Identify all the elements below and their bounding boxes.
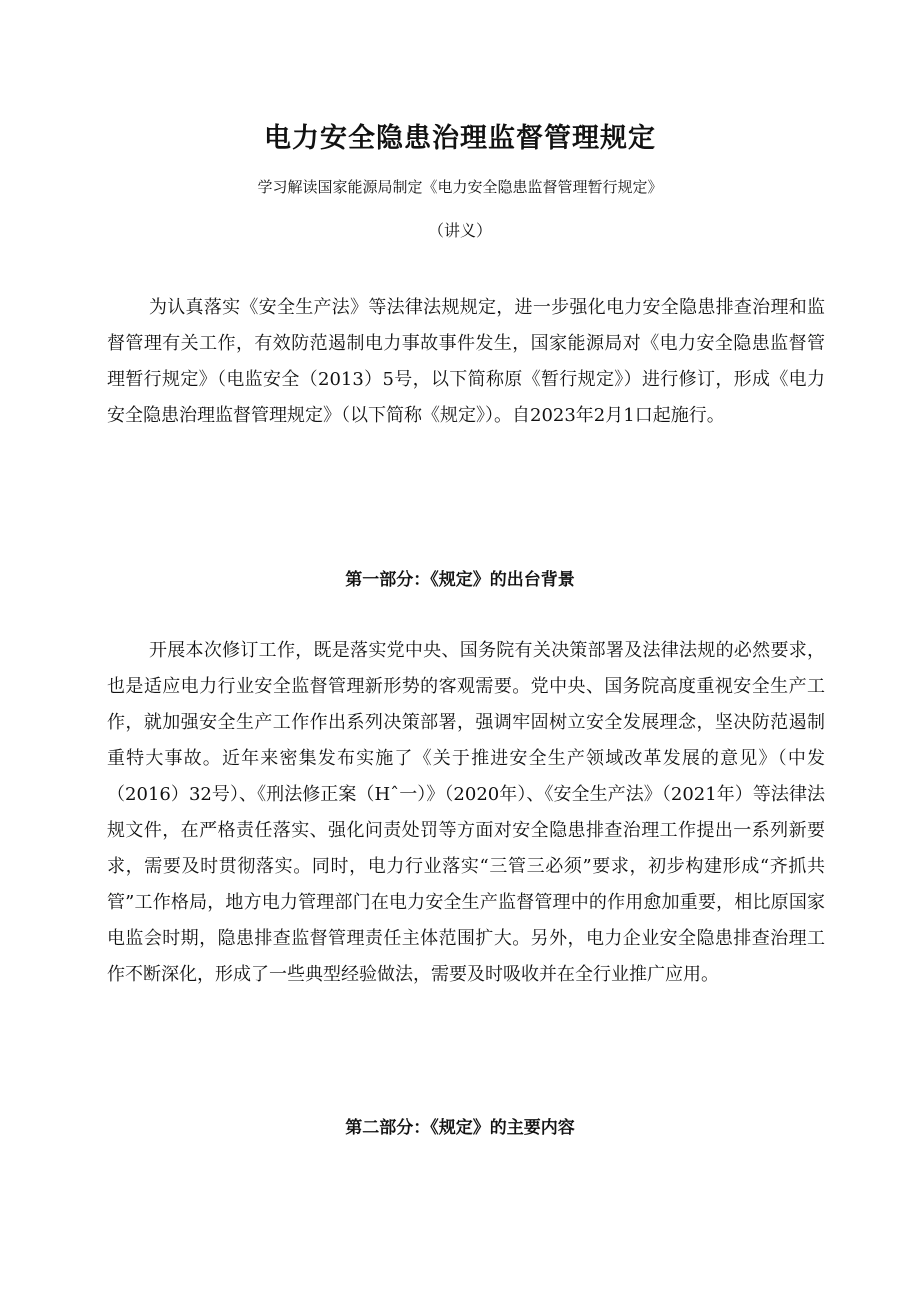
document-title: 电力安全隐患治理监督管理规定 bbox=[264, 123, 656, 154]
document-note: （讲义） bbox=[427, 221, 492, 240]
section-2-heading: 第二部分：《规定》的主要内容 bbox=[345, 1118, 575, 1138]
section-1-heading: 第一部分：《规定》的出台背景 bbox=[345, 570, 575, 590]
intro-paragraph: 为认真落实《安全生产法》等法律法规规定，进一步强化电力安全隐患排查治理和监督管理有关工作，有效防范遏制电力事故事件发生，国家能源局对《电力安全隐患监督管理暂行规定》（电监安全（2013）5号，以下简称原《暂行规定》）进行修订，形成《电力安全隐患治理监督管理规定》（以下简称《规定》）。自2023年2月1口起施行。 bbox=[107, 297, 825, 426]
document-subtitle: 学习解读国家能源局制定《电力安全隐患监督管理暂行规定》 bbox=[257, 178, 663, 196]
section-1-paragraph: 开展本次修订工作，既是落实党中央、国务院有关决策部署及法律法规的必然要求，也是适应电力行业安全监督管理新形势的客观需要。党中央、国务院高度重视安全生产工作，就加强安全生产工作作出系列决策部署，强调牢固树立安全发展理念，坚决防范遏制重特大事故。近年来密集发布实施了《关于推进安全生产领域改革发展的意见》（中发（2016）32号）、《刑法修正案（Hˆ一）》（2020年）、《安全生产法》（2021年）等法律法规文件，在严格责任落实、强化问责处罚等方面对安全隐患排查治理工作提出一系列新要求，需要及时贯彻落实。同时，电力行业落实“三管三必须”要求，初步构建形成“齐抓共管”工作格局，地方电力管理部门在电力安全生产监督管理中的作用愈加重要，相比原国家电监会时期，隐患排查监督管理责任主体范围扩大。另外，电力企业安全隐患排查治理工作不断深化，形成了一些典型经验做法，需要及时吸收并在全行业推广应用。 bbox=[107, 640, 825, 985]
